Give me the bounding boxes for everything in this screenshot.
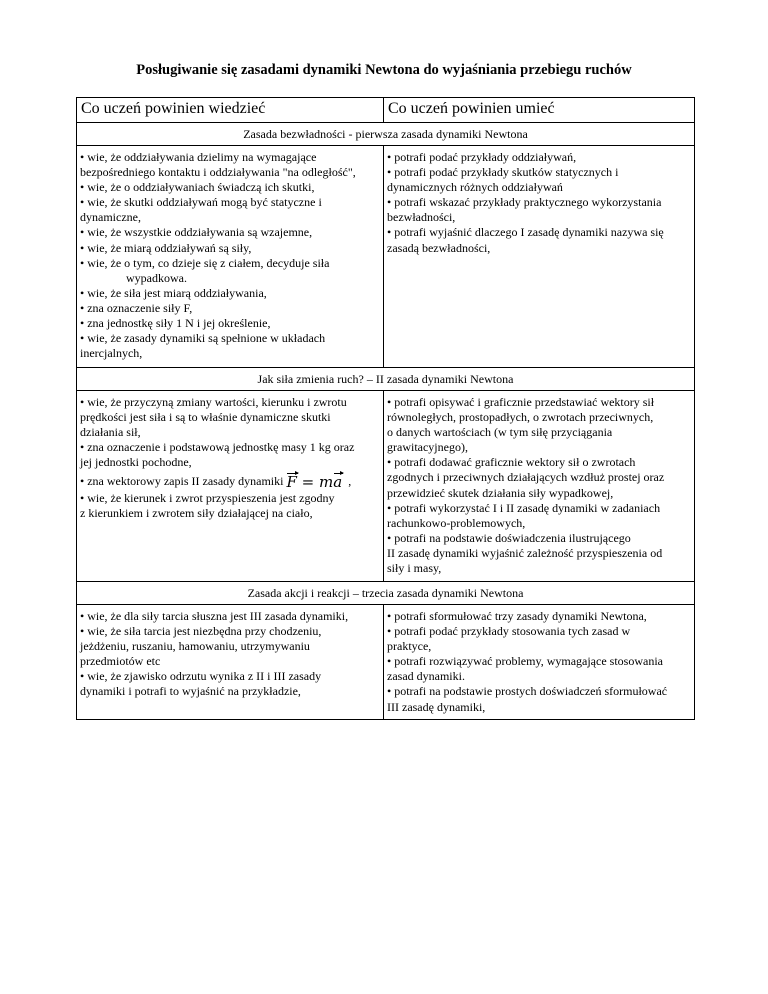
text-line: z kierunkiem i zwrotem siły działającej na ciało,	[80, 506, 313, 521]
section-2-content-row	[77, 391, 695, 582]
section-2-skills	[384, 391, 695, 582]
text-line: • potrafi sformułować trzy zasady dynamiki Newtona,	[387, 609, 647, 623]
equals-sign: =	[296, 473, 319, 492]
text-line: bezpośredniego kontaktu i oddziaływania "na odległość",	[80, 165, 356, 180]
text-line: • wie, że kierunek i zwrot przyspieszenia jest zgodny	[80, 491, 335, 506]
document-title: Posługiwanie się zasadami dynamiki Newtona do wyjaśniania przebiegu ruchów	[136, 62, 632, 78]
text-line: jej jednostki pochodne,	[80, 455, 192, 470]
text-line: III zasadę dynamiki,	[387, 699, 486, 714]
text-line: • wie, że siła tarcia jest niezbędna przy chodzeniu,	[80, 624, 322, 639]
header-knowledge: Co uczeń powinien wiedzieć	[77, 98, 384, 123]
text-line: jeżdżeniu, ruszaniu, hamowaniu, utrzymywaniu	[80, 639, 310, 654]
mass-symbol: m	[319, 473, 334, 492]
text-line: • wie, że zjawisko odrzutu wynika z II i III zasady	[80, 669, 322, 684]
formula-line	[80, 474, 380, 490]
text-line: zasad dynamiki.	[387, 669, 465, 684]
text-line: przewidzieć skutek działania siły wypadkowej,	[387, 485, 614, 500]
section-1-content-row	[77, 146, 695, 368]
section-1-skills	[384, 146, 695, 368]
text-line: • wie, że przyczyną zmiany wartości, kierunku i zwrotu	[80, 395, 347, 409]
text-line: • potrafi podać przykłady stosowania tych zasad w	[387, 624, 631, 639]
section-3-skills	[384, 605, 695, 720]
text-line: • wie, że dla siły tarcia słuszna jest III zasada dynamiki,	[80, 609, 349, 623]
text-line: równoległych, prostopadłych, o zwrotach przeciwnych,	[387, 410, 654, 425]
section-heading: Zasada akcji i reakcji – trzecia zasada dynamiki Newtona	[77, 582, 695, 605]
text-line: grawitacyjnego),	[387, 440, 468, 455]
text-line: • zna oznaczenie siły F,	[80, 300, 193, 315]
section-3-knowledge	[77, 605, 384, 720]
section-2-heading-row	[77, 368, 695, 391]
text-line: • potrafi wyjaśnić dlaczego I zasadę dynamiki nazywa się	[387, 225, 664, 240]
text-line: • potrafi podać przykłady skutków statycznych i	[387, 165, 619, 180]
section-1-knowledge	[77, 146, 384, 368]
text-line: • wie, że zasady dynamiki są spełnione w układach	[80, 331, 326, 346]
text-line: o danych wartościach (w tym siłę przyciągania	[387, 425, 613, 440]
requirements-table	[76, 97, 695, 720]
text-line: inercjalnych,	[80, 346, 143, 361]
text-line: • zna oznaczenie i podstawową jednostkę masy 1 kg oraz	[80, 440, 355, 455]
text-line: • potrafi wykorzystać I i II zasadę dynamiki w zadaniach	[387, 500, 661, 515]
text-line: wypadkowa.	[126, 270, 187, 285]
text-line: • zna jednostkę siły 1 N i jej określenie,	[80, 316, 271, 331]
text-line: • wie, że siła jest miarą oddziaływania,	[80, 285, 267, 300]
table-header-row	[77, 98, 695, 123]
text-line: • potrafi na podstawie prostych doświadczeń sformułować	[387, 684, 668, 699]
formula-comma: ,	[345, 474, 352, 489]
text-line: • potrafi podać przykłady oddziaływań,	[387, 150, 577, 164]
text-line: • wie, że miarą oddziaływań są siły,	[80, 240, 252, 255]
text-line: II zasadę dynamiki wyjaśnić zależność przyspieszenia od	[387, 545, 663, 560]
text-line: przedmiotów etc	[80, 654, 161, 669]
force-vector: F	[286, 473, 297, 492]
text-line: • wie, że wszystkie oddziaływania są wzajemne,	[80, 225, 313, 240]
text-line: • wie, że oddziaływania dzielimy na wymagające	[80, 150, 317, 164]
text-line: bezwładności,	[387, 210, 456, 225]
acceleration-vector: a	[333, 473, 343, 492]
text-line: zgodnych i przeciwnych działających wzdłuż prostej oraz	[387, 470, 665, 485]
header-skills: Co uczeń powinien umieć	[384, 98, 695, 123]
text-line: • wie, że o tym, co dzieje się z ciałem, decyduje siła	[80, 255, 330, 270]
section-2-knowledge	[77, 391, 384, 582]
section-heading: Zasada bezwładności - pierwsza zasada dynamiki Newtona	[77, 123, 695, 146]
section-1-heading-row	[77, 123, 695, 146]
text-line: • potrafi wskazać przykłady praktycznego wykorzystania	[387, 195, 662, 210]
section-heading: Jak siła zmienia ruch? – II zasada dynamiki Newtona	[77, 368, 695, 391]
text-line: praktyce,	[387, 639, 432, 654]
text-line: dynamiczne,	[80, 210, 141, 225]
text-line: działania sił,	[80, 425, 141, 440]
text-line: rachunkowo-problemowych,	[387, 515, 526, 530]
text-line: • wie, że skutki oddziaływań mogą być statyczne i	[80, 195, 322, 210]
text-line: • wie, że o oddziaływaniach świadczą ich skutki,	[80, 180, 315, 195]
text-line: siły i masy,	[387, 561, 442, 576]
section-3-heading-row	[77, 582, 695, 605]
text-line: prędkości jest siła i są to właśnie dynamiczne skutki	[80, 410, 331, 425]
text-line: dynamiki i potrafi to wyjaśnić na przykładzie,	[80, 684, 301, 699]
newton-second-law-formula	[286, 475, 342, 490]
text-line: • potrafi rozwiązywać problemy, wymagające stosowania	[387, 654, 663, 669]
section-3-content-row	[77, 605, 695, 720]
text-line: • potrafi dodawać graficznie wektory sił o zwrotach	[387, 455, 636, 470]
text-line: zasadą bezwładności,	[387, 240, 491, 255]
text-line: dynamicznych różnych oddziaływań	[387, 180, 563, 195]
text-line: • potrafi opisywać i graficznie przedstawiać wektory sił	[387, 395, 655, 409]
text-line: • zna wektorowy zapis II zasady dynamiki	[80, 474, 284, 489]
text-line: • potrafi na podstawie doświadczenia ilustrującego	[387, 530, 631, 545]
